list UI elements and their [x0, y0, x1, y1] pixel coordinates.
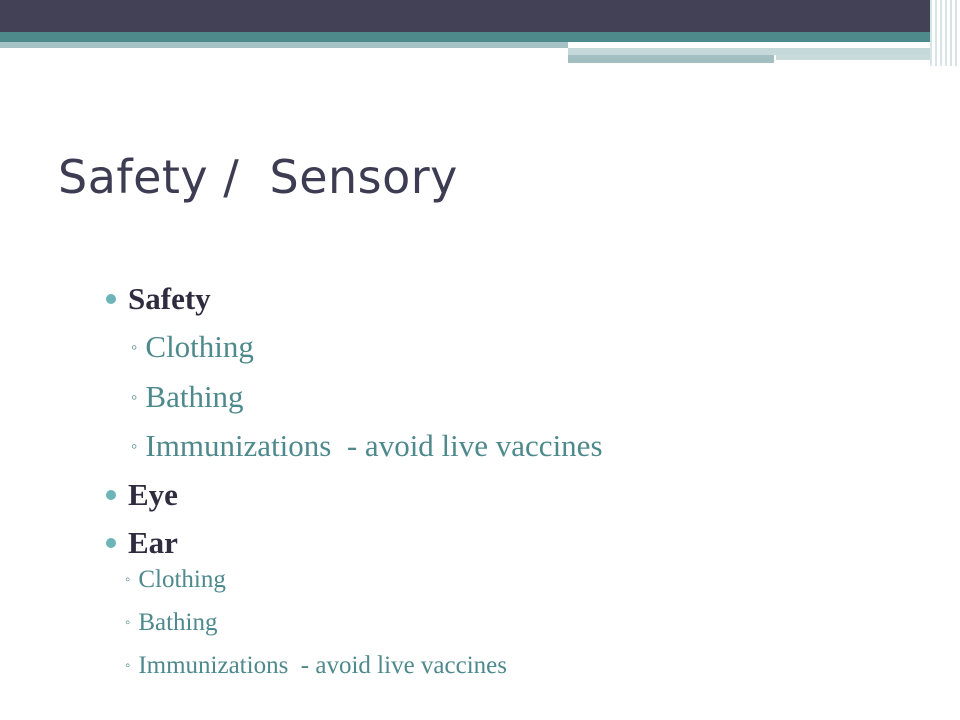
sub-bullet-label: Bathing [138, 609, 218, 636]
bullet-label: Safety [128, 281, 211, 316]
sub-bullet-label: Immunizations - avoid live vaccines [145, 428, 603, 463]
sub-bullet-circle-icon: ◦ [131, 387, 138, 407]
slide-title: Safety / Sensory [58, 150, 458, 204]
sub-bullet-circle-icon: ◦ [125, 615, 131, 631]
bullet-label: Ear [128, 525, 178, 560]
sub-bullet-label: Immunizations - avoid live vaccines [138, 652, 507, 679]
sub-bullet-circle-icon: ◦ [131, 436, 138, 456]
sub-bullet-label: Clothing [145, 329, 254, 364]
sub-bullet-circle-icon: ◦ [131, 337, 138, 357]
sub-bullet-label: Clothing [138, 566, 226, 593]
sub-bullet-label: Bathing [145, 379, 244, 414]
small-bullet-immunizations [100, 624, 507, 708]
sub-bullet-circle-icon: ◦ [125, 572, 131, 588]
sub-bullet-circle-icon: ◦ [125, 658, 131, 674]
bullet-label: Eye [128, 477, 178, 512]
